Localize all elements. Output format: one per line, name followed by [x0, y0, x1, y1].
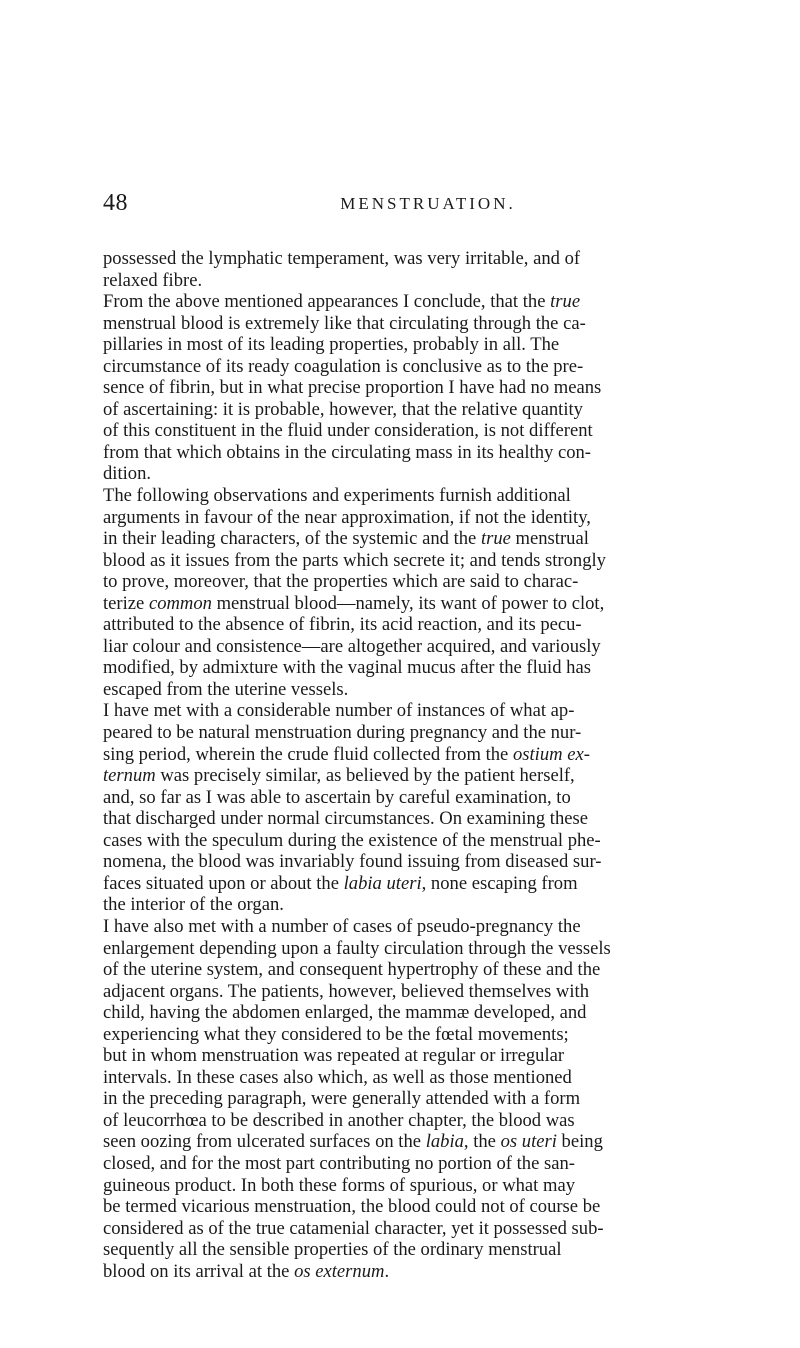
running-head: MENSTRUATION.: [340, 194, 516, 213]
text-line: menstrual blood is extremely like that circulating through the ca-: [103, 312, 586, 334]
text-line: guineous product. In both these forms of spurious, or what may: [103, 1174, 575, 1196]
text-line: and, so far as I was able to ascertain by careful examination, to: [103, 786, 571, 808]
text-line: The following observations and experiments furnish additional: [103, 485, 571, 507]
text-line: dition.: [103, 463, 152, 485]
page-header: [103, 190, 723, 220]
text-line: pillaries in most of its leading properties, probably in all. The: [103, 334, 560, 356]
text-line: sequently all the sensible properties of the ordinary menstrual: [103, 1239, 562, 1261]
page-number: 48: [103, 190, 128, 216]
text-line: blood on its arrival at the os externum.: [103, 1260, 390, 1282]
text-line: nomena, the blood was invariably found issuing from diseased sur-: [103, 851, 602, 873]
text-line: experiencing what they considered to be the fœtal movements;: [103, 1023, 569, 1045]
text-line: cases with the speculum during the existence of the menstrual phe-: [103, 829, 601, 851]
text-line: ternum was precisely similar, as believed by the patient herself,: [103, 765, 575, 787]
text-line: closed, and for the most part contributing no portion of the san-: [103, 1152, 575, 1174]
text-line: arguments in favour of the near approximation, if not the identity,: [103, 506, 591, 528]
text-line: attributed to the absence of fibrin, its acid reaction, and its pecu-: [103, 614, 582, 636]
text-line: of this constituent in the fluid under consideration, is not different: [103, 420, 593, 442]
text-line: intervals. In these cases also which, as well as those mentioned: [103, 1066, 572, 1088]
text-line: liar colour and consistence—are altogether acquired, and variously: [103, 635, 601, 657]
text-line: From the above mentioned appearances I conclude, that the true: [103, 291, 581, 313]
text-line: I have also met with a number of cases of pseudo-pregnancy the: [103, 915, 581, 937]
text-line: sing period, wherein the crude fluid collected from the ostium ex-: [103, 743, 590, 765]
text-line: adjacent organs. The patients, however, believed themselves with: [103, 980, 589, 1002]
body-text: [103, 248, 723, 1282]
text-line: of the uterine system, and consequent hypertrophy of these and the: [103, 959, 601, 981]
text-line: enlargement depending upon a faulty circulation through the vessels: [103, 937, 611, 959]
text-line: terize common menstrual blood—namely, its want of power to clot,: [103, 592, 605, 614]
text-line: from that which obtains in the circulating mass in its healthy con-: [103, 441, 591, 463]
text-line: considered as of the true catamenial character, yet it possessed sub-: [103, 1217, 604, 1239]
text-line: to prove, moreover, that the properties which are said to charac-: [103, 571, 579, 593]
text-line: be termed vicarious menstruation, the blood could not of course be: [103, 1196, 601, 1218]
text-line: faces situated upon or about the labia uteri, none escaping from: [103, 872, 578, 894]
text-line: of ascertaining: it is probable, however, that the relative quantity: [103, 398, 583, 420]
text-line: but in whom menstruation was repeated at regular or irregular: [103, 1045, 565, 1067]
text-line: in their leading characters, of the systemic and the true menstrual: [103, 528, 589, 550]
text-line: of leucorrhœa to be described in another chapter, the blood was: [103, 1109, 575, 1131]
text-line: escaped from the uterine vessels.: [103, 678, 349, 700]
text-line: sence of fibrin, but in what precise proportion I have had no means: [103, 377, 602, 399]
text-line: modified, by admixture with the vaginal mucus after the fluid has: [103, 657, 591, 679]
text-line: the interior of the organ.: [103, 894, 284, 916]
text-line: relaxed fibre.: [103, 269, 203, 291]
text-line: possessed the lymphatic temperament, was very irritable, and of: [103, 248, 581, 269]
text-line: child, having the abdomen enlarged, the mammæ developed, and: [103, 1002, 587, 1024]
text-line: circumstance of its ready coagulation is conclusive as to the pre-: [103, 355, 584, 377]
text-line: blood as it issues from the parts which secrete it; and tends strongly: [103, 549, 606, 571]
text-line: peared to be natural menstruation during pregnancy and the nur-: [103, 722, 582, 744]
text-line: in the preceding paragraph, were generally attended with a form: [103, 1088, 581, 1110]
text-line: that discharged under normal circumstances. On examining these: [103, 808, 589, 830]
text-line: I have met with a considerable number of instances of what ap-: [103, 700, 575, 722]
text-line: seen oozing from ulcerated surfaces on the labia, the os uteri being: [103, 1131, 603, 1153]
